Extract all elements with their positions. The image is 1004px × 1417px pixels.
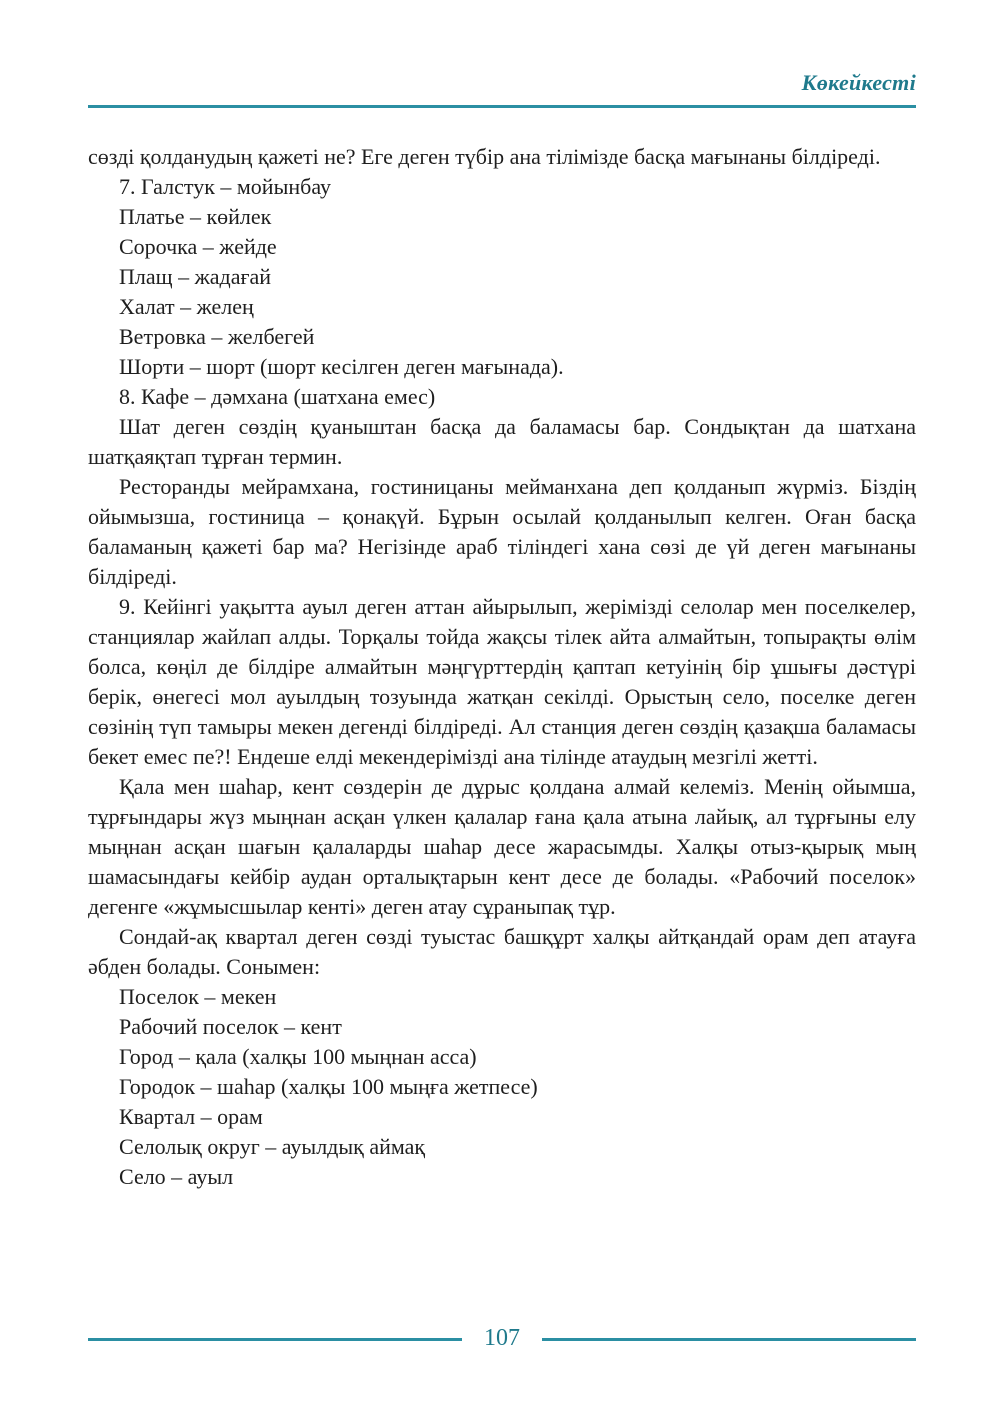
header-rule <box>88 105 916 108</box>
paragraph: 9. Кейінгі уақытта ауыл деген аттан айырылып, жерімізді селолар мен поселкелер, станциялар жайлап алды. Торқалы тойда жақсы тілек айта алмайтын, топырақты өлім болса, көңіл де білдіре алмайтын мәңгүрттердің қаптап кетуінің бір ұшығы дәстүрі берік, өнегесі мол ауылдың тозуында жатқан секілді. Орыстың село, поселке деген сөзінің түп тамыры мекен дегенді білдіреді. Ал станция деген сөздің қазақша баламасы бекет емес пе?! Ендеше елді мекендерімізді ана тілінде атаудың мезгілі жетті. <box>88 594 916 769</box>
paragraph: Сондай-ақ квартал деген сөзді туыстас башқұрт халқы айтқандай орам деп атауға әбден болады. Сонымен: <box>88 924 916 979</box>
continued-paragraph: сөзді қолданудың қажеті не? Еге деген түбір ана тілімізде басқа мағынаны білдіреді. <box>88 144 881 169</box>
list-item: Сорочка – жейде <box>119 234 277 259</box>
list-item: Город – қала (халқы 100 мыңнан асса) <box>119 1044 477 1069</box>
list-item: Селолық округ – ауылдық аймақ <box>119 1134 426 1159</box>
paragraph: Ресторанды мейрамхана, гостиницаны мейманхана деп қолданып жүрміз. Біздің ойымызша, гостиница – қонақүй. Бұрын осылай қолданылып келген. Оған басқа баламаның қажеті бар ма? Негізінде араб тіліндегі хана сөзі де үй деген мағынаны білдіреді. <box>88 474 916 589</box>
page-body <box>88 142 916 1192</box>
page-number: 107 <box>484 1325 520 1351</box>
list-item: 8. Кафе – дәмхана (шатхана емес) <box>119 384 436 409</box>
list-item: Поселок – мекен <box>119 984 277 1009</box>
list-item: Халат – желең <box>119 294 254 319</box>
list-item: Село – ауыл <box>119 1164 234 1189</box>
paragraph: Шат деген сөздің қуаныштан басқа да баламасы бар. Сондықтан да шатхана шатқаяқтап тұрған термин. <box>88 414 916 469</box>
list-item: Квартал – орам <box>119 1104 263 1129</box>
list-item: Платье – көйлек <box>119 204 272 229</box>
list-item: Шорти – шорт (шорт кесілген деген мағынада). <box>119 354 564 379</box>
list-item: Городок – шаһар (халқы 100 мыңға жетпесе) <box>119 1074 538 1099</box>
list-item: Плащ – жадағай <box>119 264 272 289</box>
running-header-title: Көкейкесті <box>801 70 916 95</box>
list-item: Ветровка – желбегей <box>119 324 315 349</box>
list-item: 7. Галстук – мойынбау <box>119 174 331 199</box>
paragraph: Қала мен шаһар, кент сөздерін де дұрыс қолдана алмай келеміз. Менің ойымша, тұрғындары жүз мыңнан асқан үлкен қалалар ғана қала атына лайық, ал тұрғыны елу мыңнан асқан шағын қалаларды шаһар десе жарасымды. Халқы отыз-қырық мың шамасындағы кейбір аудан орталықтарын кент десе де болады. «Рабочий поселок» дегенге «жұмысшылар кенті» деген атау сұраныпақ тұр. <box>88 774 916 919</box>
list-item: Рабочий поселок – кент <box>119 1014 342 1039</box>
footer-rule-left <box>88 1338 462 1341</box>
footer-rule-right <box>542 1338 916 1341</box>
